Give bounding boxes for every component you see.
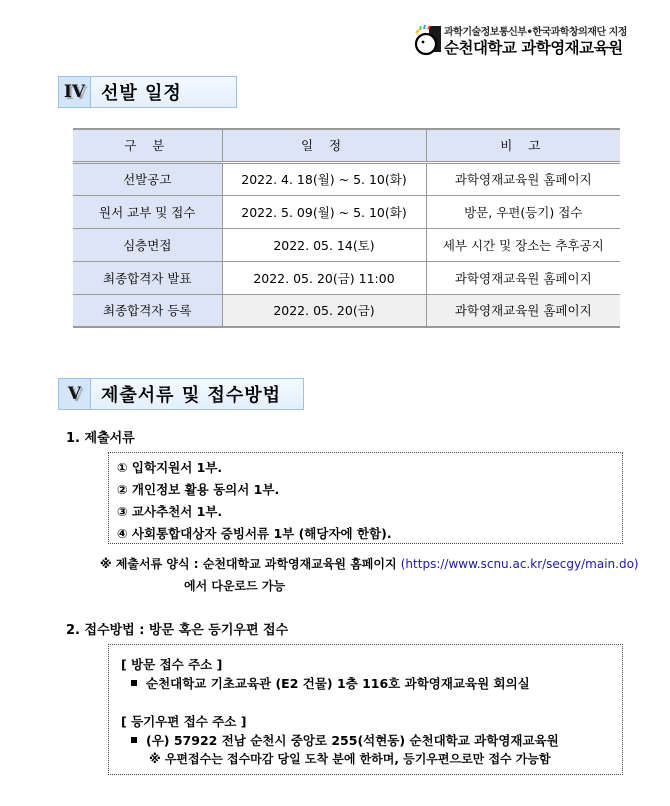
square-bullet-icon [131,737,137,743]
cell-category: 최종합격자 발표 [73,261,222,294]
address-block [109,645,622,769]
section-4-number: IV [59,77,91,107]
cell-note: 세부 시간 및 장소는 추후공지 [426,228,620,261]
homepage-link[interactable]: (https://www.scnu.ac.kr/secgy/main.do) [400,557,639,571]
cell-schedule: 2022. 4. 18(월) ~ 5. 10(화) [222,162,426,195]
org-logo [411,20,661,60]
list-item: ④ 사회통합대상자 증빙서류 1부 (해당자에 한함). [117,526,392,541]
cell-schedule: 2022. 05. 14(토) [222,228,426,261]
cell-schedule: 2022. 05. 20(금) [222,294,426,327]
cell-schedule: 2022. 05. 20(금) 11:00 [222,261,426,294]
cell-category: 최종합격자 등록 [73,294,222,327]
list-item: ③ 교사추천서 1부. [117,504,223,519]
schedule-table [73,128,620,328]
submission-box [108,644,623,775]
documents-heading: 1. 제출서류 [66,431,135,446]
visit-address [121,674,622,693]
square-bullet-icon [131,680,137,686]
mail-address-text: (우) 57922 전남 순천시 중앙로 255(석현동) 순천대학교 과학영재교육원 [146,733,559,748]
cell-note: 과학영재교육원 홈페이지 [426,261,620,294]
cell-category: 심층면접 [73,228,222,261]
list-item: ① 입학지원서 1부. [117,460,223,475]
mail-note: ※ 우편접수는 접수마감 당일 도착 분에 한하며, 등기우편으로만 접수 가능함 [149,752,551,766]
logo-subtitle: 과학기술정보통신부•한국과학창의재단 지정 [444,27,627,38]
cell-schedule: 2022. 5. 09(월) ~ 5. 10(화) [222,195,426,228]
cell-note: 방문, 우편(등기) 접수 [426,195,620,228]
table-header-row [73,129,620,162]
section-4-heading [58,76,237,108]
list-item: ② 개인정보 활용 동의서 1부. [117,482,280,497]
cell-note: 과학영재교육원 홈페이지 [426,294,620,327]
documents-box [108,452,623,544]
chick-mascot-icon [413,24,443,56]
column-header-note: 비 고 [426,129,620,162]
table-row [73,261,620,294]
column-header-schedule: 일 정 [222,129,426,162]
table-row [73,294,620,327]
mail-address [121,731,622,750]
section-5-heading [58,378,304,410]
table-row [73,195,620,228]
visit-address-label: [ 방문 접수 주소 ] [121,657,223,672]
documents-list [109,453,622,546]
table-row [73,162,620,195]
cell-category: 원서 교부 및 접수 [73,195,222,228]
section-5-title: 제출서류 및 접수방법 [91,379,303,409]
logo-org-name: 순천대학교 과학영재교육원 [444,39,623,57]
cell-category: 선발공고 [73,162,222,195]
cell-note: 과학영재교육원 홈페이지 [426,162,620,195]
mail-address-label: [ 등기우편 접수 주소 ] [121,714,247,729]
documents-form-note [100,555,639,572]
table-row [73,228,620,261]
download-note: 에서 다운로드 가능 [184,579,286,593]
submission-heading: 2. 접수방법 : 방문 혹은 등기우편 접수 [66,623,289,638]
note-text: ※ 제출서류 양식 : 순천대학교 과학영재교육원 홈페이지 [100,557,397,571]
column-header-category: 구 분 [73,129,222,162]
section-5-number: V [59,379,91,409]
section-4-title: 선발 일정 [91,77,236,107]
visit-address-text: 순천대학교 기초교육관 (E2 건물) 1층 116호 과학영재교육원 회의실 [146,676,530,691]
